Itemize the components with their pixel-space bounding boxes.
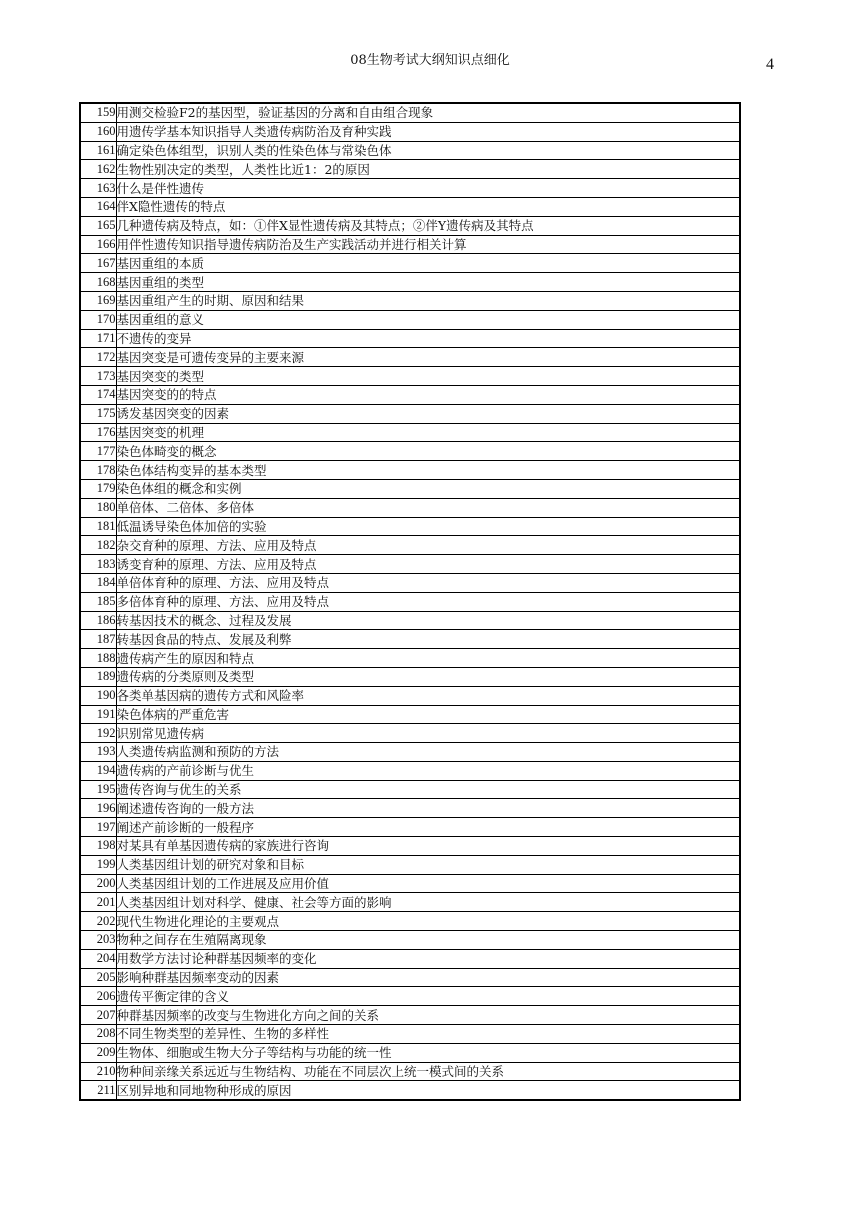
row-number: 207 [80,1006,116,1025]
row-number: 163 [80,179,116,198]
row-text: 基因突变的的特点 [116,385,740,404]
row-number: 209 [80,1043,116,1062]
row-text: 人类基因组计划的工作进展及应用价值 [116,874,740,893]
table-row [80,761,740,780]
row-text: 现代生物进化理论的主要观点 [116,912,740,931]
row-text: 人类基因组计划的研究对象和目标 [116,855,740,874]
row-text: 诱变育种的原理、方法、应用及特点 [116,555,740,574]
table-row [80,461,740,480]
table-row [80,818,740,837]
row-number: 208 [80,1025,116,1044]
row-text: 染色体病的严重危害 [116,705,740,724]
row-number: 165 [80,216,116,235]
table-row [80,536,740,555]
table-row [80,1006,740,1025]
table-row [80,799,740,818]
row-number: 200 [80,874,116,893]
row-number: 197 [80,818,116,837]
table-row [80,367,740,386]
row-number: 160 [80,122,116,141]
table-row [80,179,740,198]
row-text: 单倍体、二倍体、多倍体 [116,498,740,517]
row-number: 183 [80,555,116,574]
table-row [80,893,740,912]
row-text: 低温诱导染色体加倍的实验 [116,517,740,536]
row-number: 173 [80,367,116,386]
row-number: 194 [80,761,116,780]
table-row [80,555,740,574]
table-row [80,837,740,856]
table-row [80,442,740,461]
table-row [80,103,740,122]
table-row [80,630,740,649]
table-row [80,329,740,348]
table-row [80,423,740,442]
row-text: 确定染色体组型，识别人类的性染色体与常染色体 [116,141,740,160]
row-text: 生物性别决定的类型，人类性比近1：2的原因 [116,160,740,179]
row-number: 177 [80,442,116,461]
row-text: 杂交育种的原理、方法、应用及特点 [116,536,740,555]
table-row [80,216,740,235]
table-row [80,254,740,273]
row-text: 基因突变的机理 [116,423,740,442]
row-number: 202 [80,912,116,931]
row-number: 170 [80,310,116,329]
table-body [80,103,740,1100]
row-number: 159 [80,103,116,122]
table-row [80,498,740,517]
knowledge-point-table [79,102,741,1101]
table-row [80,611,740,630]
row-number: 187 [80,630,116,649]
table-row [80,931,740,950]
row-text: 染色体组的概念和实例 [116,479,740,498]
row-number: 188 [80,649,116,668]
row-number: 168 [80,273,116,292]
row-text: 基因重组产生的时期、原因和结果 [116,291,740,310]
row-number: 186 [80,611,116,630]
row-text: 转基因技术的概念、过程及发展 [116,611,740,630]
table-row [80,1081,740,1100]
row-text: 阐述产前诊断的一般程序 [116,818,740,837]
row-text: 不遗传的变异 [116,329,740,348]
row-number: 169 [80,291,116,310]
row-number: 203 [80,931,116,950]
row-number: 192 [80,724,116,743]
table-row [80,479,740,498]
row-text: 基因重组的本质 [116,254,740,273]
row-text: 遗传咨询与优生的关系 [116,780,740,799]
row-text: 识别常见遗传病 [116,724,740,743]
row-number: 179 [80,479,116,498]
row-number: 180 [80,498,116,517]
row-number: 162 [80,160,116,179]
table-row [80,874,740,893]
row-number: 182 [80,536,116,555]
table-row [80,160,740,179]
row-number: 176 [80,423,116,442]
row-text: 人类遗传病监测和预防的方法 [116,743,740,762]
table-row [80,780,740,799]
row-number: 190 [80,686,116,705]
row-number: 205 [80,968,116,987]
row-text: 种群基因频率的改变与生物进化方向之间的关系 [116,1006,740,1025]
row-text: 遗传病产生的原因和特点 [116,649,740,668]
table-row [80,667,740,686]
row-text: 染色体结构变异的基本类型 [116,461,740,480]
table-row [80,273,740,292]
row-number: 210 [80,1062,116,1081]
table-row [80,1062,740,1081]
row-text: 区别异地和同地物种形成的原因 [116,1081,740,1100]
row-number: 199 [80,855,116,874]
table-row [80,855,740,874]
row-text: 基因重组的意义 [116,310,740,329]
row-number: 171 [80,329,116,348]
table-row [80,724,740,743]
row-text: 不同生物类型的差异性、生物的多样性 [116,1025,740,1044]
row-text: 用测交检验F2的基因型，验证基因的分离和自由组合现象 [116,103,740,122]
table-row [80,404,740,423]
table-row [80,949,740,968]
row-number: 211 [80,1081,116,1100]
table-row [80,705,740,724]
row-text: 各类单基因病的遗传方式和风险率 [116,686,740,705]
table-row [80,912,740,931]
row-number: 178 [80,461,116,480]
row-number: 164 [80,197,116,216]
table-row [80,743,740,762]
table-row [80,141,740,160]
table-row [80,1043,740,1062]
table-row [80,686,740,705]
row-text: 影响种群基因频率变动的因素 [116,968,740,987]
table-row [80,235,740,254]
page-title: 08生物考试大纲知识点细化 [350,53,510,68]
row-text: 对某具有单基因遗传病的家族进行咨询 [116,837,740,856]
row-text: 用伴性遗传知识指导遗传病防治及生产实践活动并进行相关计算 [116,235,740,254]
table-row [80,573,740,592]
row-number: 181 [80,517,116,536]
table-row [80,197,740,216]
row-number: 198 [80,837,116,856]
row-text: 用数学方法讨论种群基因频率的变化 [116,949,740,968]
row-number: 161 [80,141,116,160]
row-number: 175 [80,404,116,423]
row-number: 204 [80,949,116,968]
row-text: 伴X隐性遗传的特点 [116,197,740,216]
row-text: 几种遗传病及特点，如：①伴X显性遗传病及其特点；②伴Y遗传病及其特点 [116,216,740,235]
row-text: 遗传平衡定律的含义 [116,987,740,1006]
row-text: 生物体、细胞或生物大分子等结构与功能的统一性 [116,1043,740,1062]
row-number: 185 [80,592,116,611]
row-text: 物种之间存在生殖隔离现象 [116,931,740,950]
row-text: 人类基因组计划对科学、健康、社会等方面的影响 [116,893,740,912]
row-text: 基因重组的类型 [116,273,740,292]
row-text: 基因突变的类型 [116,367,740,386]
row-number: 196 [80,799,116,818]
table-row [80,348,740,367]
row-text: 单倍体育种的原理、方法、应用及特点 [116,573,740,592]
row-text: 物种间亲缘关系远近与生物结构、功能在不同层次上统一模式间的关系 [116,1062,740,1081]
row-text: 阐述遗传咨询的一般方法 [116,799,740,818]
table-row [80,592,740,611]
table-row [80,310,740,329]
table-row [80,968,740,987]
page-number: 4 [766,56,774,73]
table-row [80,1025,740,1044]
row-text: 遗传病的产前诊断与优生 [116,761,740,780]
row-text: 什么是伴性遗传 [116,179,740,198]
row-number: 174 [80,385,116,404]
row-text: 用遗传学基本知识指导人类遗传病防治及育种实践 [116,122,740,141]
table-row [80,517,740,536]
row-text: 多倍体育种的原理、方法、应用及特点 [116,592,740,611]
row-text: 染色体畸变的概念 [116,442,740,461]
row-text: 转基因食品的特点、发展及利弊 [116,630,740,649]
row-text: 基因突变是可遗传变异的主要来源 [116,348,740,367]
table-row [80,649,740,668]
table-row [80,385,740,404]
row-number: 193 [80,743,116,762]
table-row [80,122,740,141]
row-number: 195 [80,780,116,799]
table-row [80,987,740,1006]
row-number: 191 [80,705,116,724]
row-number: 206 [80,987,116,1006]
row-number: 189 [80,667,116,686]
row-number: 201 [80,893,116,912]
table-row [80,291,740,310]
row-number: 184 [80,573,116,592]
row-number: 172 [80,348,116,367]
row-number: 166 [80,235,116,254]
row-text: 诱发基因突变的因素 [116,404,740,423]
row-number: 167 [80,254,116,273]
row-text: 遗传病的分类原则及类型 [116,667,740,686]
